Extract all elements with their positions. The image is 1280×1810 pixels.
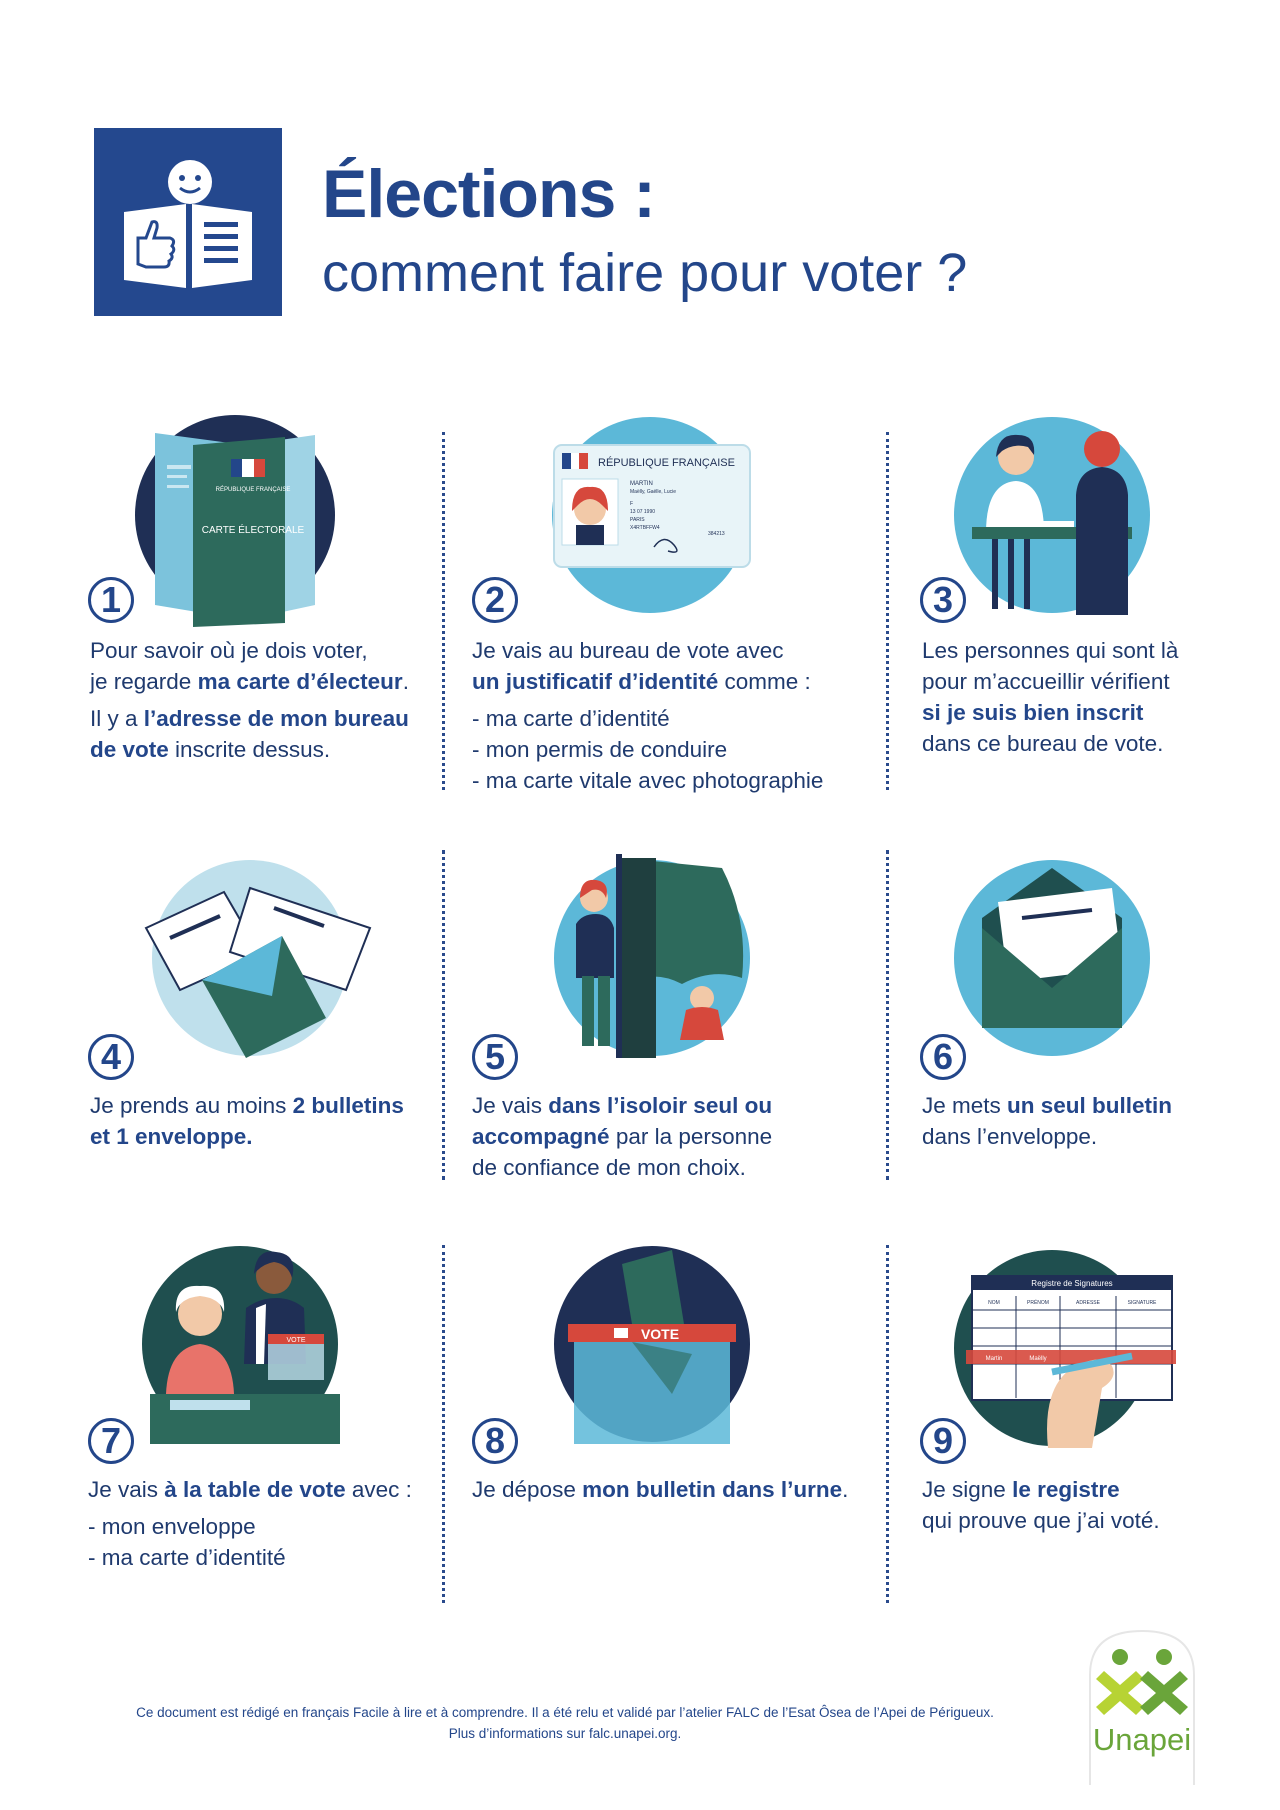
emphasis-text: si je suis bien inscrit	[922, 700, 1144, 725]
step-text-line	[472, 1474, 872, 1505]
ballot-box-illustration	[552, 1244, 752, 1444]
emphasis-text: dans l’isoloir seul ou	[548, 1093, 773, 1118]
step-number: 5	[472, 1034, 518, 1080]
unapei-people-icon	[1082, 1625, 1202, 1785]
register-cell: Maëlly	[1029, 1356, 1047, 1362]
step-text-line	[88, 1474, 438, 1505]
step-text-line	[90, 635, 440, 666]
step-text-line	[922, 1505, 1262, 1536]
step-text-line	[472, 765, 872, 796]
body-text: Je vais	[472, 1093, 549, 1118]
body-text: Je prends au moins	[90, 1093, 293, 1118]
id-name: MARTIN	[630, 481, 653, 487]
step-text-line	[472, 703, 872, 734]
urn-label: VOTE	[640, 1326, 680, 1342]
step-text-line	[922, 1090, 1262, 1121]
id-number: X4RTBFFW4	[630, 525, 660, 531]
unapei-name: Unapei	[1092, 1722, 1192, 1757]
body-text: avec :	[345, 1477, 412, 1502]
card-country-label: RÉPUBLIQUE FRANÇAISE	[215, 487, 291, 493]
voter-card-illustration	[135, 415, 335, 615]
body-text: - ma carte d’identité	[472, 706, 670, 731]
reception-desk-illustration	[952, 415, 1152, 615]
step-text-line	[88, 1542, 438, 1573]
page-title: Élections :	[322, 156, 655, 232]
id-first-names: Maëlly, Gaëlle, Lucie	[630, 489, 677, 495]
step-text	[922, 635, 1262, 759]
unapei-logo	[1082, 1625, 1202, 1785]
emphasis-text: accompagné	[472, 1124, 610, 1149]
id-city: PARIS	[630, 517, 645, 523]
signature-register-illustration	[952, 1248, 1157, 1448]
step-text-line	[90, 1090, 440, 1121]
page-header	[322, 156, 968, 303]
emphasis-text: mon bulletin dans l’urne	[582, 1477, 843, 1502]
step-number: 2	[472, 577, 518, 623]
footer-link-text: Plus d’informations sur falc.unapei.org.	[448, 1726, 682, 1741]
step-text-line	[922, 697, 1262, 728]
emphasis-text: et 1 enveloppe.	[90, 1124, 253, 1149]
step-text	[472, 635, 872, 796]
footer	[60, 1702, 1070, 1744]
step-number: 6	[920, 1034, 966, 1080]
body-text: Pour savoir où je dois voter,	[90, 638, 368, 663]
step-text-line	[90, 734, 440, 765]
id-birthdate: 13 07 1990	[630, 509, 656, 515]
body-text: Il y a	[90, 706, 144, 731]
footer-note: Ce document est rédigé en français Facile à lire et à comprendre. Il a été relu et validé par l’atelier FALC de l’Esat Ôsea de l’Apei de Périgueux.	[136, 1705, 994, 1720]
step-text-line	[922, 1474, 1262, 1505]
body-text: Je vais au bureau de vote avec	[472, 638, 784, 663]
body-text: - ma carte d’identité	[88, 1545, 286, 1570]
step-text-line	[472, 1121, 872, 1152]
body-text: dans ce bureau de vote.	[922, 731, 1164, 756]
register-col: NOM	[988, 1300, 1000, 1306]
voting-booth-illustration	[552, 858, 752, 1058]
column-divider	[442, 850, 445, 1180]
emphasis-text: de vote	[90, 737, 169, 762]
step-text-line	[922, 1121, 1262, 1152]
card-title-label: CARTE ÉLECTORALE	[201, 525, 305, 536]
step-number: 7	[88, 1418, 134, 1464]
body-text: inscrite dessus.	[168, 737, 331, 762]
ballots-envelope-illustration	[150, 858, 350, 1058]
body-text: pour m’accueillir vérifient	[922, 669, 1170, 694]
column-divider	[442, 1245, 445, 1603]
step-text-line	[922, 728, 1262, 759]
step-number: 3	[920, 577, 966, 623]
step-number: 4	[88, 1034, 134, 1080]
column-divider	[886, 1245, 889, 1603]
ballot-in-envelope-illustration	[952, 858, 1152, 1058]
step-text	[88, 1474, 438, 1573]
register-col: ADRESSE	[1076, 1300, 1100, 1306]
body-text: comme :	[718, 669, 811, 694]
step-text-line	[88, 1511, 438, 1542]
id-country-label: RÉPUBLIQUE FRANÇAISE	[598, 457, 735, 469]
body-text: par la personne	[609, 1124, 773, 1149]
voting-table-illustration	[140, 1244, 340, 1444]
register-cell: Martin	[985, 1356, 1003, 1362]
step-text	[472, 1090, 872, 1183]
ballot-box-label: VOTE	[286, 1337, 306, 1344]
step-text	[90, 1090, 440, 1152]
body-text: de confiance de mon choix.	[472, 1155, 746, 1180]
body-text: dans l’enveloppe.	[922, 1124, 1098, 1149]
step-text-line	[90, 666, 440, 697]
column-divider	[886, 432, 889, 790]
step-text-line	[90, 703, 440, 734]
emphasis-text: un seul bulletin	[1007, 1093, 1173, 1118]
body-text: Je vais	[88, 1477, 165, 1502]
id-sex: F	[630, 501, 634, 507]
emphasis-text: à la table de vote	[164, 1477, 346, 1502]
body-text: .	[842, 1477, 849, 1502]
body-text: - ma carte vitale avec photographie	[472, 768, 824, 793]
reader-with-newspaper-icon	[94, 128, 282, 316]
register-col: SIGNATURE	[1127, 1300, 1157, 1306]
body-text: qui prouve que j’ai voté.	[922, 1508, 1160, 1533]
body-text: Je mets	[922, 1093, 1008, 1118]
emphasis-text: ma carte d’électeur	[197, 669, 403, 694]
column-divider	[442, 432, 445, 790]
emphasis-text: le registre	[1012, 1477, 1120, 1502]
step-number: 8	[472, 1418, 518, 1464]
easy-to-read-logo	[94, 128, 282, 316]
step-number: 9	[920, 1418, 966, 1464]
emphasis-text: 2 bulletins	[292, 1093, 404, 1118]
body-text: - mon enveloppe	[88, 1514, 256, 1539]
step-text	[922, 1474, 1262, 1536]
step-text-line	[472, 734, 872, 765]
step-text-line	[90, 1121, 440, 1152]
body-text: Je dépose	[472, 1477, 583, 1502]
emphasis-text: un justificatif d’identité	[472, 669, 719, 694]
step-text	[90, 635, 440, 765]
emphasis-text: l’adresse de mon bureau	[143, 706, 409, 731]
body-text: .	[402, 669, 409, 694]
step-text-line	[472, 666, 872, 697]
step-text-line	[472, 1152, 872, 1183]
step-number: 1	[88, 577, 134, 623]
step-text-line	[922, 666, 1262, 697]
body-text: Je signe	[922, 1477, 1013, 1502]
step-text-line	[472, 635, 872, 666]
step-text	[472, 1474, 872, 1505]
column-divider	[886, 850, 889, 1180]
step-text	[922, 1090, 1262, 1152]
register-col: PRÉNOM	[1027, 1300, 1049, 1306]
body-text: Les personnes qui sont là	[922, 638, 1179, 663]
register-title: Registre de Signatures	[1031, 1279, 1113, 1288]
id-card-illustration	[550, 415, 750, 615]
step-text-line	[472, 1090, 872, 1121]
page-subtitle: comment faire pour voter ?	[322, 243, 968, 303]
body-text: je regarde	[90, 669, 198, 694]
step-text-line	[922, 635, 1262, 666]
id-code: 384213	[708, 531, 725, 537]
body-text: - mon permis de conduire	[472, 737, 728, 762]
